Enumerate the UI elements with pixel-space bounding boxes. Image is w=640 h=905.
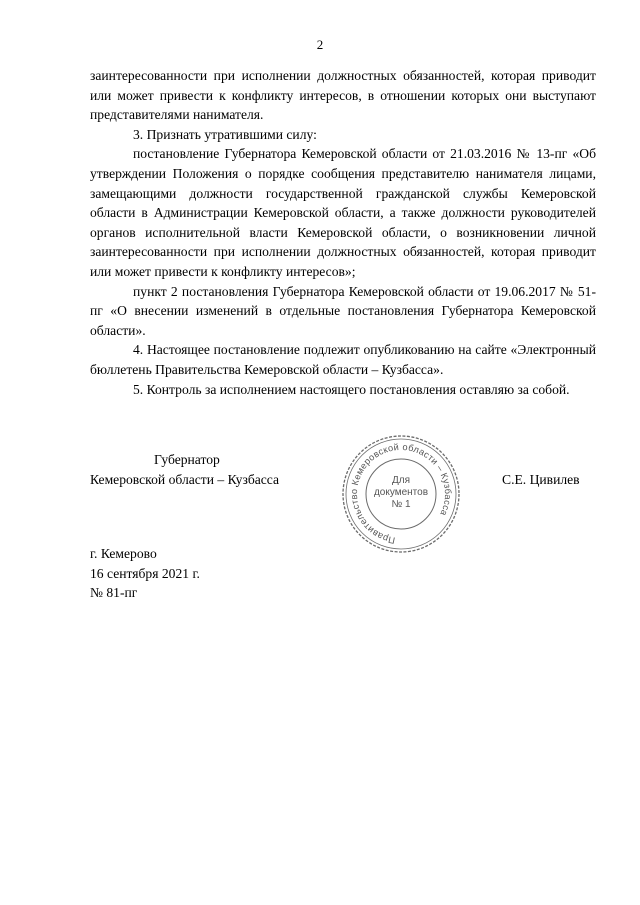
stamp-center-line: № 1 xyxy=(391,499,411,510)
paragraph: пункт 2 постановления Губернатора Кемеровской области от 19.06.2017 № 51-пг «О внесении изменений в отдельные постановления Губернатора Кемеровской области». xyxy=(90,283,596,338)
document-date: 16 сентября 2021 г. xyxy=(90,566,200,581)
paragraph: заинтересованности при исполнении должностных обязанностей, которая приводит или может привести к конфликту интересов, в отношении которых они выступают представителями нанимателя. xyxy=(90,68,596,123)
paragraph: постановление Губернатора Кемеровской области от 21.03.2016 № 13-пг «Об утверждении Положения о порядке сообщения представителю нанимателя лицами, замещающими должности государственной гражданской службы Кемеровской области в Администрации Кемеровской области, а также должности руководителей органов исполнительной власти Кемеровской области, о возникновении личной заинтересованности при исполнении должностных обязанностей, которая приводит или может привести к конфликту интересов»; xyxy=(90,146,596,279)
paragraph: 3. Признать утратившими силу: xyxy=(133,126,317,142)
stamp-center-line: Для xyxy=(391,475,411,486)
document-body xyxy=(90,66,596,399)
signatory-title: Губернатор xyxy=(154,452,220,467)
paragraph: 4. Настоящее постановление подлежит опубликованию на сайте «Электронный бюллетень Правительства Кемеровской области – Кузбасса». xyxy=(90,342,596,377)
official-stamp xyxy=(339,432,463,556)
document-number: № 81-пг xyxy=(90,585,138,600)
signatory-name: С.Е. Цивилев xyxy=(502,472,580,487)
signatory-region: Кемеровской области – Кузбасса xyxy=(90,472,280,487)
city: г. Кемерово xyxy=(90,546,157,561)
page-number: 2 xyxy=(316,37,324,52)
stamp-ring-text: Правительство Кемеровской области – Кузбасса xyxy=(348,441,454,546)
stamp-center-line: документов xyxy=(373,487,429,498)
paragraph: 5. Контроль за исполнением настоящего постановления оставляю за собой. xyxy=(133,381,570,397)
